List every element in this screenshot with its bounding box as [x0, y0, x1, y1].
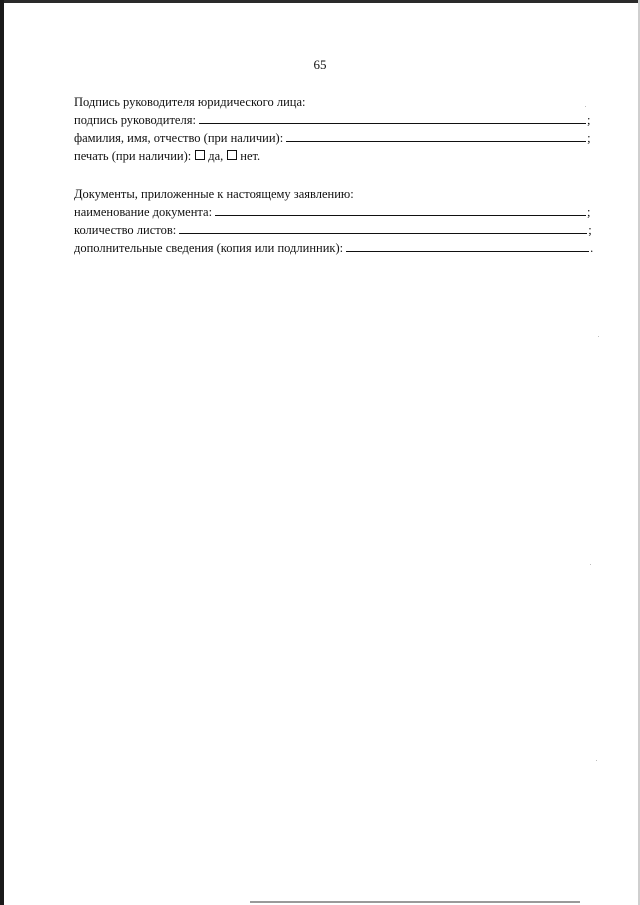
signature-section-heading [74, 94, 594, 110]
scan-speck [596, 760, 597, 761]
extra-info-line [74, 240, 594, 256]
doc-name-line [74, 204, 594, 220]
signature-heading-text: Подпись руководителя юридического лица: [74, 95, 306, 109]
name-end-mark: ; [587, 131, 591, 145]
scan-edge-left [0, 0, 4, 905]
seal-label: печать (при наличии): [74, 149, 192, 163]
documents-section-heading [74, 186, 594, 202]
seal-no-label: нет. [240, 149, 261, 163]
seal-no-checkbox[interactable] [227, 150, 237, 160]
sheet-count-input-blank[interactable] [179, 222, 587, 234]
name-input-blank[interactable] [286, 130, 586, 142]
scan-edge-top [0, 0, 640, 3]
doc-name-label: наименование документа: [74, 205, 213, 219]
scan-speck [585, 106, 586, 107]
page-number: 65 [313, 57, 327, 72]
seal-line [74, 148, 594, 164]
doc-name-input-blank[interactable] [215, 204, 586, 216]
sheet-count-end-mark: ; [588, 223, 592, 237]
name-label: фамилия, имя, отчество (при наличии): [74, 131, 284, 145]
extra-info-end-mark: . [590, 241, 594, 255]
sheet-count-line [74, 222, 594, 238]
seal-yes-checkbox[interactable] [195, 150, 205, 160]
extra-info-input-blank[interactable] [346, 240, 589, 252]
extra-info-label: дополнительные сведения (копия или подлинник): [74, 241, 344, 255]
signature-label: подпись руководителя: [74, 113, 196, 127]
doc-name-end-mark: ; [587, 205, 591, 219]
scan-speck [598, 336, 599, 337]
signature-input-blank[interactable] [199, 112, 586, 124]
seal-yes-label: да, [208, 149, 224, 163]
sheet-count-label: количество листов: [74, 223, 177, 237]
signature-line [74, 112, 594, 128]
documents-heading-text: Документы, приложенные к настоящему заявлению: [74, 187, 354, 201]
signature-end-mark: ; [586, 113, 591, 127]
name-line [74, 130, 594, 146]
scan-speck [590, 564, 591, 565]
scan-edge-bottom [250, 901, 580, 903]
